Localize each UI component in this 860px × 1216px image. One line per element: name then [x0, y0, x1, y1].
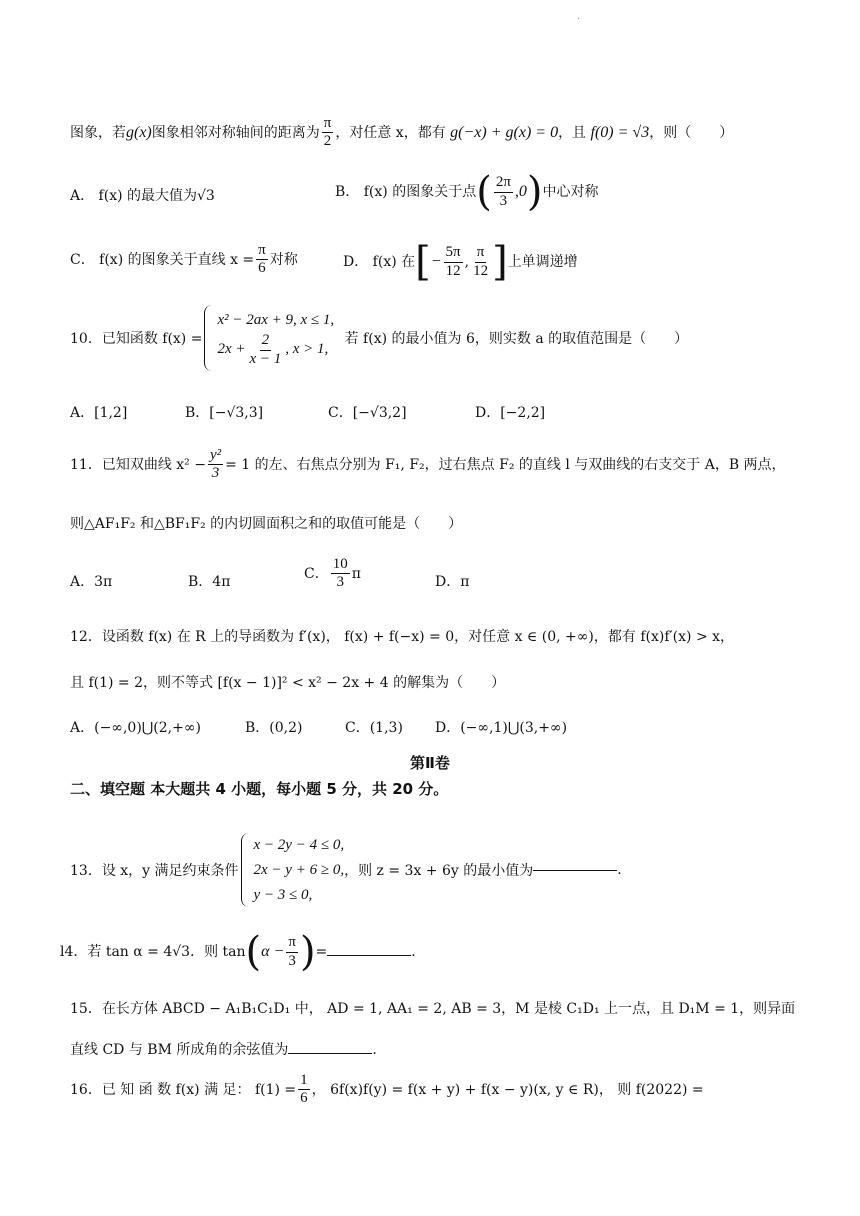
frac-den: 3	[211, 465, 220, 482]
q11-option-b: B．4π	[188, 574, 231, 590]
case-2	[217, 332, 334, 368]
q14-end: .	[411, 944, 416, 960]
case-2-b: , x > 1,	[285, 341, 329, 358]
q10-option-c: C．[−√3,2]	[328, 405, 407, 421]
frac-num: 1	[298, 1072, 310, 1090]
frac-num: π	[322, 115, 334, 133]
paren-right: )	[526, 169, 543, 215]
q10-option-b: B．[−√3,3]	[185, 405, 264, 421]
q10-option-d: D．[−2,2]	[475, 405, 546, 421]
q13-text: 13．设 x，y 满足约束条件	[70, 863, 239, 880]
opt-tail: π	[351, 565, 361, 582]
q14-inner: α −	[261, 943, 285, 960]
q10-stem	[70, 305, 688, 371]
opt-text: B． f(x) 的图象关于点	[335, 184, 477, 200]
case-1: x² − 2ax + 9, x ≤ 1,	[217, 312, 335, 329]
frac-num: π	[256, 242, 268, 260]
q9-text-5: ，则（ ）	[649, 124, 734, 141]
q13-constraints	[254, 833, 345, 907]
q10-text-2: 若 f(x) 的最小值为 6，则实数 a 的取值范围是（ ）	[344, 331, 689, 347]
frac-den: 2	[323, 133, 332, 150]
answer-blank[interactable]	[533, 870, 617, 871]
section-title: 二、填空题 本大题共 4 小题，每小题 5 分，共 20 分。	[70, 780, 449, 798]
opt-tail: 上单调递增	[507, 254, 578, 270]
q9-option-b	[335, 169, 599, 215]
q16-text: 16．已 知 函 数 f(x) 满 足： f(1) =	[70, 1081, 297, 1098]
q10-cases	[217, 308, 334, 368]
q12-option-a: A．(−∞,0)⋃(2,+∞)	[70, 720, 201, 736]
q9-option-c	[70, 242, 298, 278]
frac-num: 2π	[494, 174, 513, 192]
q12-line2: 且 f(1) = 2，则不等式 [f(x − 1)]² < x² − 2x + 4 的解集为（ ）	[70, 675, 506, 691]
q9-stem	[70, 115, 733, 151]
q11-line2: 则△AF₁F₂ 和△BF₁F₂ 的内切圆面积之和的取值可能是（ ）	[70, 516, 463, 532]
q9d-fraction-1	[444, 244, 463, 280]
q16-text-2: ， 6f(x)f(y) = f(x + y) + f(x − y)(x, y ∈ R)， 则 f(2022) =	[311, 1081, 704, 1098]
q11-option-d: D．π	[435, 574, 470, 590]
q14-stem	[60, 929, 416, 975]
frac-num: π	[286, 934, 298, 952]
q15-text: 直线 CD 与 BM 所成角的余弦值为	[70, 1042, 289, 1058]
q15-line1: 15．在长方体 ABCD − A₁B₁C₁D₁ 中， AD = 1, AA₁ = 2, AB = 3，M 是棱 C₁D₁ 上一点，且 D₁M = 1，则异面	[70, 1001, 796, 1017]
brace-icon	[241, 833, 250, 907]
frac-den: x − 1	[249, 350, 282, 367]
frac-num: y²	[208, 447, 223, 465]
frac-num: 5π	[444, 244, 463, 262]
q9-text-4: ，且	[558, 124, 587, 141]
q9d-fraction-2	[471, 244, 490, 280]
case-2-fraction	[247, 332, 283, 368]
minus: −	[430, 253, 442, 270]
paren-left: (	[245, 929, 262, 975]
q9c-fraction	[256, 242, 268, 278]
q9-option-a: A． f(x) 的最大值为√3	[70, 188, 215, 204]
opt-tail: 对称	[269, 251, 298, 268]
answer-blank[interactable]	[288, 1053, 372, 1054]
frac-den: 3	[288, 952, 296, 969]
q15-end: .	[372, 1042, 377, 1058]
case-2-a: 2x +	[217, 341, 246, 358]
frac-num: 2	[260, 332, 272, 350]
q9-fraction	[322, 115, 334, 151]
q13-stem	[70, 833, 622, 907]
q13-text-2: ，则 z = 3x + 6y 的最小值为	[344, 863, 534, 880]
q16-fraction	[298, 1072, 310, 1108]
q12-option-b: B．(0,2)	[245, 720, 303, 736]
q11-stem	[70, 447, 786, 483]
bracket-left: [	[415, 239, 431, 285]
opt-text: C． f(x) 的图象关于直线 x =	[70, 251, 255, 268]
q9-math-g: g(x)	[126, 123, 152, 141]
frac-den: 12	[473, 262, 489, 279]
q9-text: 图象，若	[70, 124, 126, 141]
q10-text: 10．已知函数 f(x) =	[70, 331, 203, 347]
q11-option-c	[304, 556, 361, 592]
brace-icon	[204, 305, 213, 371]
paren-right: )	[299, 929, 316, 975]
q11-option-a: A．3π	[70, 574, 113, 590]
opt-text: C．	[304, 565, 329, 582]
q9-text-3: ，对任意 x，都有	[335, 124, 446, 141]
q14-text: l4．若 tan α = 4√3．则 tan	[60, 944, 246, 960]
q9-math-odd: g(−x) + g(x) = 0	[450, 123, 559, 141]
frac-num: π	[475, 244, 487, 262]
bracket-right: ]	[492, 239, 508, 285]
q9-math-f0: f(0) = √3	[590, 123, 650, 141]
q12-option-d: D．(−∞,1)⋃(3,+∞)	[435, 720, 568, 736]
opt-math: ,0	[514, 183, 527, 200]
q11-text: 11．已知双曲线 x² −	[70, 456, 206, 473]
q14-eq: =	[315, 944, 328, 960]
header-mark: ·	[577, 14, 581, 25]
frac-num: 10	[331, 556, 350, 574]
q11-text-2: = 1 的左、右焦点分别为 F₁, F₂，过右焦点 F₂ 的直线 l 与双曲线的右支交于 A，B 两点，	[225, 456, 786, 473]
q15-line2	[70, 1039, 377, 1059]
q14-fraction	[286, 934, 298, 970]
frac-den: 6	[258, 260, 266, 277]
frac-den: 3	[336, 574, 344, 591]
frac-den: 3	[499, 192, 508, 209]
q9b-fraction	[494, 174, 513, 210]
frac-den: 6	[300, 1090, 308, 1107]
q11-fraction	[208, 447, 223, 483]
q10-option-a: A．[1,2]	[70, 405, 128, 421]
constraint-2: 2x − y + 6 ≥ 0,	[253, 861, 345, 878]
q9-option-d: D． f(x) 在[− $\frac{5\pi}{12}$ , $\frac{\pi}{12}$ ]上单调递增	[343, 239, 578, 285]
q16-stem	[70, 1072, 704, 1108]
q11c-fraction	[331, 556, 350, 592]
part-title: 第Ⅱ卷	[410, 754, 450, 772]
constraint-3: y − 3 ≤ 0,	[253, 886, 313, 903]
opt-tail: 中心对称	[542, 184, 599, 200]
paren-left: (	[476, 169, 492, 215]
q13-end: .	[617, 862, 622, 879]
answer-blank[interactable]	[327, 955, 411, 956]
constraint-1: x − 2y − 4 ≤ 0,	[253, 837, 345, 853]
opt-text: D． f(x) 在	[343, 254, 416, 270]
q12-line1: 12．设函数 f(x) 在 R 上的导函数为 f′(x)， f(x) + f(−x) = 0，对任意 x ∈ (0, +∞)，都有 f(x)f′(x) > x，	[70, 629, 735, 645]
q9-text-2: 图象相邻对称轴间的距离为	[151, 124, 320, 141]
frac-den: 12	[445, 262, 461, 279]
q12-option-c: C．(1,3)	[345, 720, 403, 736]
